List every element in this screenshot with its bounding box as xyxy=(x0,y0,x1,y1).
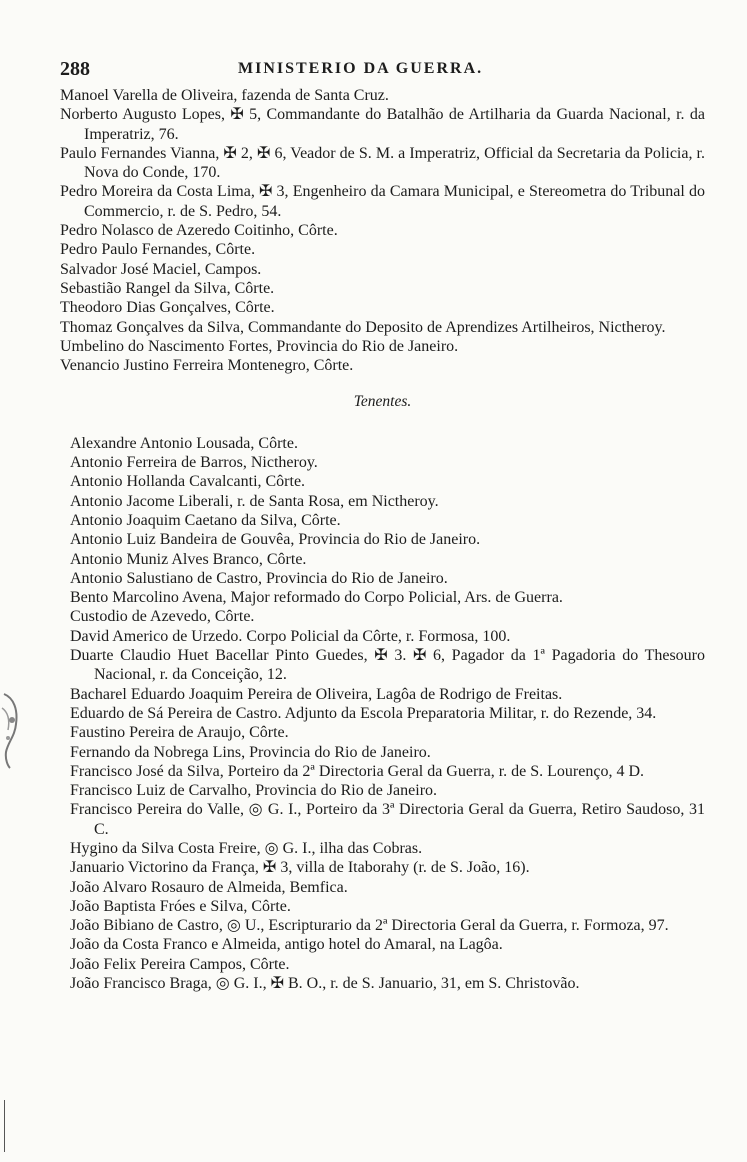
directory-entry: Antonio Luiz Bandeira de Gouvêa, Provincia do Rio de Janeiro. xyxy=(70,531,481,549)
directory-entry: Salvador José Maciel, Campos. xyxy=(60,260,262,278)
directory-entry: David Americo de Urzedo. Corpo Policial da Côrte, r. Formosa, 100. xyxy=(70,627,511,645)
directory-entry: Custodio de Azevedo, Côrte. xyxy=(70,608,255,626)
page-header xyxy=(60,58,705,84)
directory-entry: Antonio Salustiano de Castro, Provincia do Rio de Janeiro. xyxy=(70,569,448,587)
directory-entry: Antonio Jacome Liberali, r. de Santa Rosa, em Nictheroy. xyxy=(70,492,439,510)
directory-entry: Antonio Muniz Alves Branco, Côrte. xyxy=(70,550,307,568)
entry-list-section-2 xyxy=(60,434,705,994)
directory-entry: Sebastião Rangel da Silva, Côrte. xyxy=(60,279,275,297)
directory-entry: Francisco José da Silva, Porteiro da 2ª Directoria Geral da Guerra, r. de S. Lourenço, 4 D. xyxy=(70,762,645,780)
directory-entry: Paulo Fernandes Vianna, ✠ 2, ✠ 6, Veador de S. M. a Imperatriz, Official da Secretaria da Policia, r. Nova do Conde, 170. xyxy=(60,144,705,182)
directory-entry: Pedro Nolasco de Azeredo Coitinho, Côrte. xyxy=(60,222,338,240)
margin-edge-line xyxy=(4,1100,5,1152)
directory-entry: Theodoro Dias Gonçalves, Côrte. xyxy=(60,299,275,317)
directory-entry: Thomaz Gonçalves da Silva, Commandante do Deposito de Aprendizes Artilheiros, Nictheroy. xyxy=(60,318,666,336)
page-number: 288 xyxy=(60,58,90,80)
directory-entry: João da Costa Franco e Almeida, antigo hotel do Amaral, na Lagôa. xyxy=(70,936,503,954)
directory-entry: Venancio Justino Ferreira Montenegro, Côrte. xyxy=(60,357,354,375)
directory-entry: Antonio Ferreira de Barros, Nictheroy. xyxy=(70,454,318,472)
entry-list-section-1 xyxy=(60,86,705,375)
directory-entry: Eduardo de Sá Pereira de Castro. Adjunto da Escola Preparatoria Militar, r. do Rezende, 34. xyxy=(70,704,657,722)
directory-entry: Antonio Hollanda Cavalcanti, Côrte. xyxy=(70,473,306,491)
directory-entry: João Baptista Fróes e Silva, Côrte. xyxy=(70,897,291,915)
directory-entry: Bacharel Eduardo Joaquim Pereira de Oliveira, Lagôa de Rodrigo de Freitas. xyxy=(70,685,563,703)
directory-entry: Hygino da Silva Costa Freire, ◎ G. I., ilha das Cobras. xyxy=(70,839,423,857)
running-title: MINISTERIO DA GUERRA. xyxy=(238,60,484,77)
directory-entry: Antonio Joaquim Caetano da Silva, Côrte. xyxy=(70,511,341,529)
directory-entry: João Felix Pereira Campos, Côrte. xyxy=(70,955,290,973)
directory-entry: Francisco Pereira do Valle, ◎ G. I., Porteiro da 3ª Directoria Geral da Guerra, Retiro Saudoso, 31 C. xyxy=(70,801,705,838)
directory-entry: Duarte Claudio Huet Bacellar Pinto Guedes, ✠ 3. ✠ 6, Pagador da 1ª Pagadoria do Thesouro Nacional, r. da Conceição, 12. xyxy=(70,647,705,684)
directory-entry: João Bibiano de Castro, ◎ U., Escripturario da 2ª Directoria Geral da Guerra, r. Formoza, 97. xyxy=(70,917,669,935)
directory-entry: Francisco Luiz de Carvalho, Provincia do Rio de Janeiro. xyxy=(70,782,438,800)
directory-entry: Bento Marcolino Avena, Major reformado do Corpo Policial, Ars. de Guerra. xyxy=(70,589,563,607)
margin-stain-mark xyxy=(0,690,22,770)
section-heading-tenentes: Tenentes. xyxy=(353,393,412,411)
directory-entry: Umbelino do Nascimento Fortes, Provincia do Rio de Janeiro. xyxy=(60,337,459,355)
directory-entry: Faustino Pereira de Araujo, Côrte. xyxy=(70,724,289,742)
directory-entry: João Alvaro Rosauro de Almeida, Bemfica. xyxy=(70,878,348,896)
directory-entry: Fernando da Nobrega Lins, Provincia do Rio de Janeiro. xyxy=(70,743,431,761)
page-body xyxy=(60,86,705,993)
directory-entry: João Francisco Braga, ◎ G. I., ✠ B. O., r. de S. Januario, 31, em S. Christovão. xyxy=(70,975,580,993)
directory-entry: Norberto Augusto Lopes, ✠ 5, Commandante do Batalhão de Artilharia da Guarda Nacional, r. da Imperatriz, 76. xyxy=(60,106,705,143)
directory-entry: Alexandre Antonio Lousada, Côrte. xyxy=(70,434,298,452)
directory-entry: Manoel Varella de Oliveira, fazenda de Santa Cruz. xyxy=(60,87,389,104)
directory-entry: Pedro Moreira da Costa Lima, ✠ 3, Engenheiro da Camara Municipal, e Stereometra do Tribunal do Commercio, r. de S. Pedro, 54. xyxy=(60,183,705,220)
directory-entry: Pedro Paulo Fernandes, Côrte. xyxy=(60,241,256,259)
directory-entry: Januario Victorino da França, ✠ 3, villa de Itaborahy (r. de S. João, 16). xyxy=(70,859,530,877)
